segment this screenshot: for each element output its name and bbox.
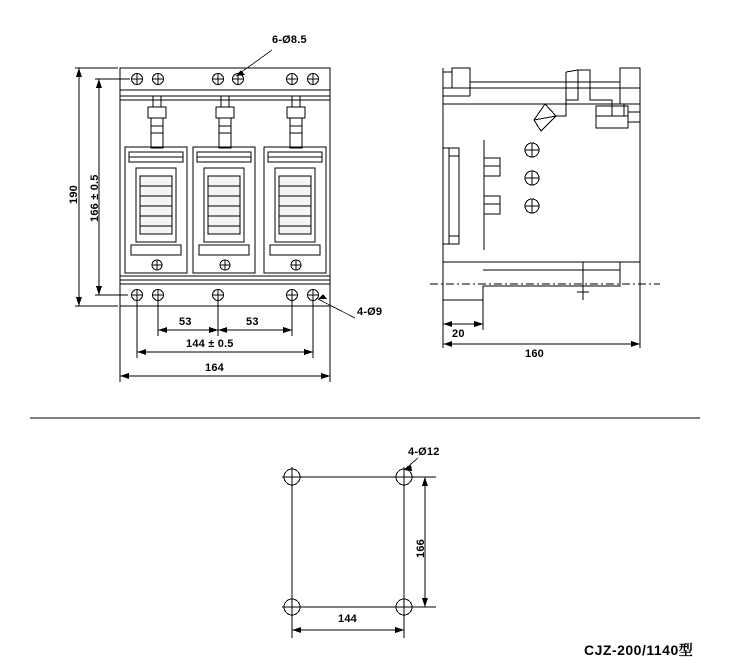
dim-label-mounting-height: 166 bbox=[415, 539, 427, 558]
dim-label-depth-front: 20 bbox=[452, 328, 465, 340]
dim-label-height-overall: 190 bbox=[68, 185, 80, 204]
dim-label-top-holes: 6-Ø8.5 bbox=[272, 34, 307, 46]
model-label: CJZ-200/1140型 bbox=[584, 642, 694, 658]
dim-label-bottom-holes: 4-Ø9 bbox=[357, 306, 383, 318]
dim-label-mounting-holes: 4-Ø12 bbox=[408, 446, 440, 458]
dim-label-width-overall: 164 bbox=[205, 362, 224, 374]
dim-label-pitch-right: 53 bbox=[246, 316, 259, 328]
dim-label-depth-overall: 160 bbox=[525, 348, 544, 360]
dim-label-mounting-width: 144 bbox=[338, 613, 357, 625]
dim-label-pitch-left: 53 bbox=[179, 316, 192, 328]
dim-label-height-mounting: 166 ± 0.5 bbox=[89, 174, 101, 222]
dim-label-width-mounting: 144 ± 0.5 bbox=[186, 338, 234, 350]
